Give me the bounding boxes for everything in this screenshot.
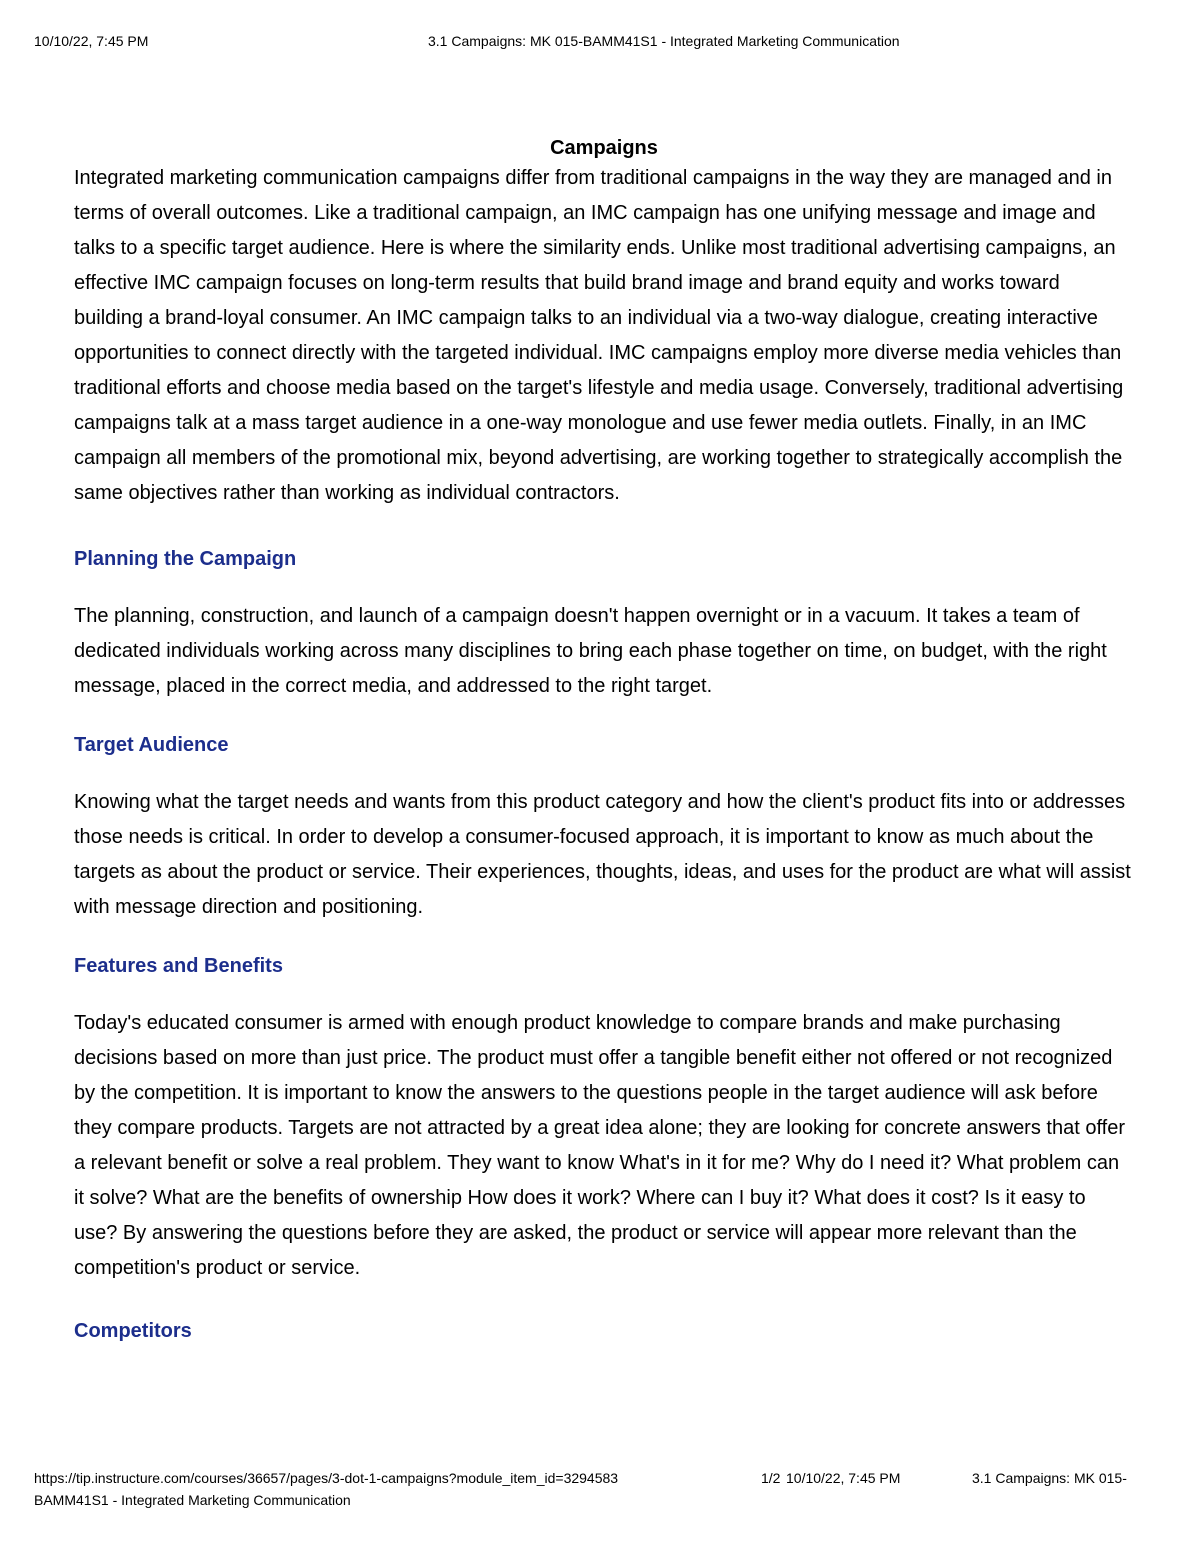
section-heading-competitors: Competitors	[74, 1320, 192, 1342]
header-datetime: 10/10/22, 7:45 PM	[34, 33, 149, 49]
print-header	[0, 33, 1200, 53]
page-title: Campaigns	[550, 137, 658, 159]
intro-paragraph: Integrated marketing communication campaigns differ from traditional campaigns in the way they are managed and in terms of overall outcomes. Like a traditional campaign, an IMC campaign has one unifying message and image and talks to a specific target audience. Here is where the similarity ends. Unlike most traditional advertising campaigns, an effective IMC campaign focuses on long-term results that build brand image and brand equity and works toward building a brand-loyal consumer. An IMC campaign talks to an individual via a two-way dialogue, creating interactive opportunities to connect directly with the targeted individual. IMC campaigns employ more diverse media vehicles than traditional efforts and choose media based on the target's lifestyle and media usage. Conversely, traditional advertising campaigns talk at a mass target audience in a one-way monologue and use fewer media outlets. Finally, in an IMC campaign all members of the promotional mix, beyond advertising, are working together to strategically accomplish the same objectives rather than working as individual contractors.	[74, 167, 1124, 504]
section-body-target-audience: Knowing what the target needs and wants from this product category and how the client's product fits into or addresses those needs is critical. In order to develop a consumer-focused approach, it is important to know as much about the targets as about the product or service. Their experiences, thoughts, ideas, and uses for the product are what will assist with message direction and positioning.	[74, 791, 1131, 918]
section-heading-planning: Planning the Campaign	[74, 548, 297, 570]
footer-url[interactable]: https://tip.instructure.com/courses/36657/pages/3-dot-1-campaigns?module_item_id=3294583	[34, 1470, 619, 1486]
section-body-planning: The planning, construction, and launch of a campaign doesn't happen overnight or in a vacuum. It takes a team of dedicated individuals working across many disciplines to bring each phase together on time, on budget, with the right message, placed in the correct media, and addressed to the right target.	[74, 605, 1107, 697]
footer-page-number: 1/2	[761, 1470, 781, 1486]
footer-doc-title: 3.1 Campaigns: MK 015-BAMM41S1 - Integrated Marketing Communication	[34, 1470, 1127, 1508]
section-heading-features-benefits: Features and Benefits	[74, 955, 283, 977]
section-body-features-benefits: Today's educated consumer is armed with enough product knowledge to compare brands and make purchasing decisions based on more than just price. The product must offer a tangible benefit either not offered or not recognized by the competition. It is important to know the answers to the questions people in the target audience will ask before they compare products. Targets are not attracted by a great idea alone; they are looking for concrete answers that offer a relevant benefit or solve a real problem. They want to know What's in it for me? Why do I need it? What problem can it solve? What are the benefits of ownership How does it work? Where can I buy it? What does it cost? Is it easy to use? By answering the questions before they are asked, the product or service will appear more relevant than the competition's product or service.	[74, 1012, 1125, 1279]
footer-datetime: 10/10/22, 7:45 PM	[786, 1470, 901, 1486]
header-doc-title: 3.1 Campaigns: MK 015-BAMM41S1 - Integrated Marketing Communication	[428, 33, 900, 49]
section-heading-target-audience: Target Audience	[74, 734, 229, 756]
page-content	[74, 133, 1134, 1345]
